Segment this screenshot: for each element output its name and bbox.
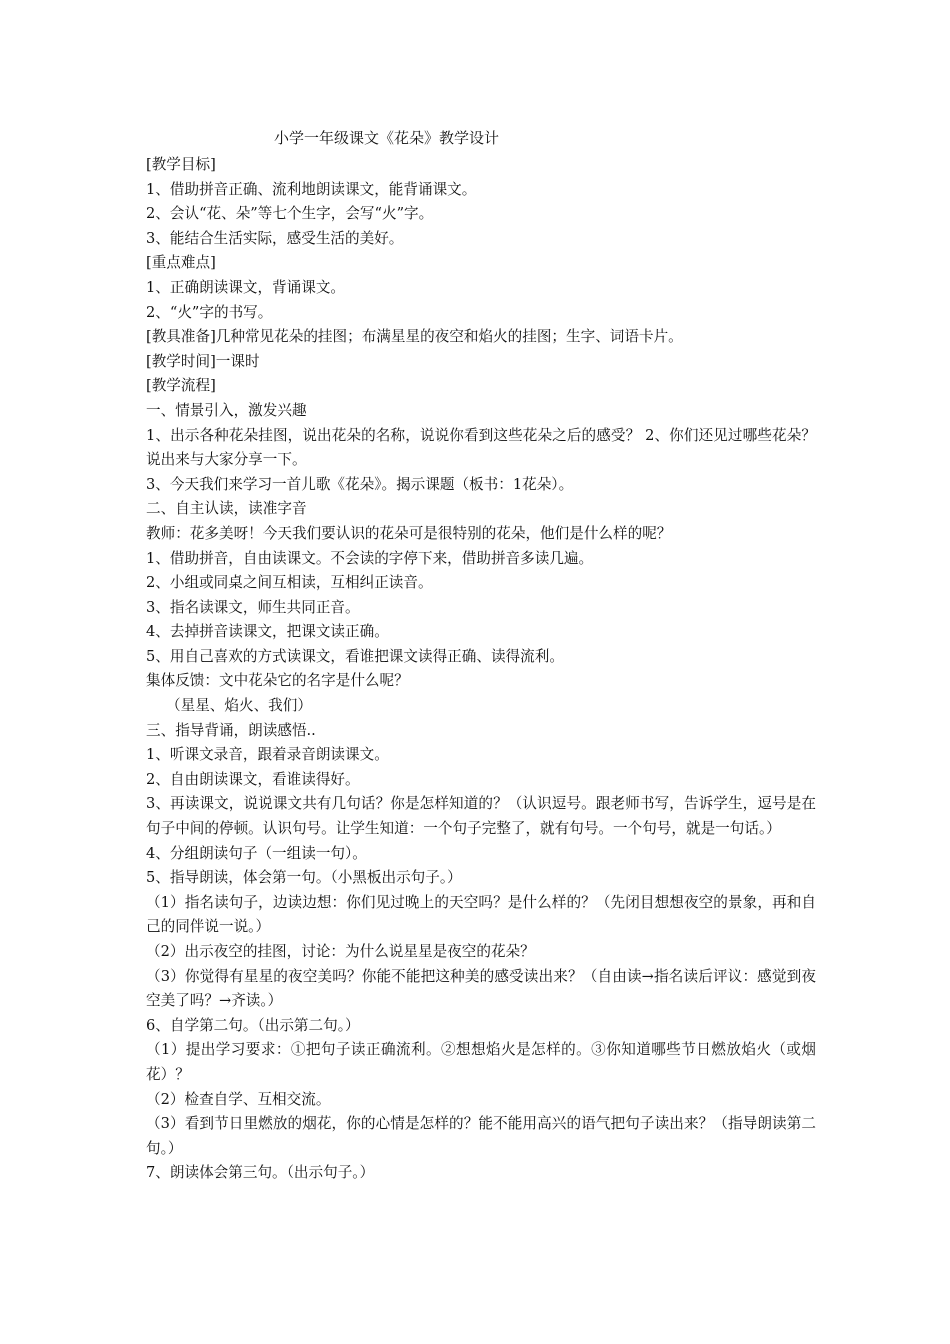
goal-item-2: 2、会认“花、朵”等七个生字，会写“火”字。: [146, 205, 434, 223]
paragraph: 3、今天我们来学习一首儿歌《花朵》。揭示课题（板书：1花朵）。: [146, 475, 574, 493]
list-item: 1、听课文录音，跟着录音朗读课文。: [146, 746, 389, 764]
heading-teaching-goals: [教学目标]: [146, 156, 216, 173]
goal-item-3: 3、能结合生活实际，感受生活的美好。: [146, 229, 404, 247]
list-item: 4、分组朗读句子（一组读一句）。: [146, 844, 367, 862]
sub-item: （3）你觉得有星星的夜空美吗？你能不能把这种美的感受读出来？（自由读→指名读后评议：感觉到夜空美了吗？→齐读。）: [146, 967, 816, 1010]
list-item: 4、去掉拼音读课文，把课文读正确。: [146, 623, 389, 641]
sub-item: （1）指名读句子，边读边想：你们见过晚上的天空吗？是什么样的？（先闭目想想夜空的景象，再和自己的同伴说一说。）: [146, 893, 816, 936]
teaching-time: [教学时间]一课时: [146, 352, 260, 370]
paragraph: 集体反馈：文中花朵它的名字是什么呢？: [146, 672, 409, 690]
key-point-1: 1、正确朗读课文，背诵课文。: [146, 278, 346, 296]
list-item: 5、指导朗读，体会第一句。（小黑板出示句子。）: [146, 869, 462, 887]
list-item: 6、自学第二句。（出示第二句。）: [146, 1016, 360, 1034]
list-item: 1、借助拼音，自由读课文。不会读的字停下来，借助拼音多读几遍。: [146, 549, 594, 567]
document-title: 小学一年级课文《花朵》教学设计: [274, 129, 500, 147]
key-point-2: 2、“火”字的书写。: [146, 303, 273, 321]
section-heading-2: 二、自主认读，读准字音: [146, 500, 307, 518]
paragraph: 1、出示各种花朵挂图，说出花朵的名称，说说你看到这些花朵之后的感受？ 2、你们还见过哪些花朵？说出来与大家分享一下。: [146, 426, 816, 469]
list-item: 2、小组或同桌之间互相读，互相纠正读音。: [146, 574, 433, 592]
paragraph: 教师：花多美呀！今天我们要认识的花朵可是很特别的花朵，他们是什么样的呢？: [146, 524, 672, 542]
list-item: 7、朗读体会第三句。（出示句子。）: [146, 1164, 375, 1182]
heading-teaching-process: [教学流程]: [146, 377, 216, 395]
list-item: 2、自由朗读课文，看谁读得好。: [146, 770, 360, 788]
heading-key-points: [重点难点]: [146, 254, 216, 272]
goal-item-1: 1、借助拼音正确、流利地朗读课文，能背诵课文。: [146, 180, 477, 198]
sub-item: （1）提出学习要求：①把句子读正确流利。②想想焰火是怎样的。③你知道哪些节日燃放焰火（或烟花）？: [146, 1041, 816, 1083]
sub-item: （3）看到节日里燃放的烟花，你的心情是怎样的？能不能用高兴的语气把句子读出来？（指导朗读第二句。）: [146, 1115, 816, 1157]
section-heading-1: 一、情景引入，激发兴趣: [146, 401, 307, 419]
sub-item: （2）检查自学、互相交流。: [146, 1090, 331, 1108]
teaching-materials: [教具准备]几种常见花朵的挂图；布满星星的夜空和焰火的挂图；生字、词语卡片。: [146, 328, 683, 346]
sub-item: （2）出示夜空的挂图，讨论：为什么说星星是夜空的花朵？: [146, 943, 535, 960]
document-page: [146, 126, 816, 1186]
list-item: 5、用自己喜欢的方式读课文，看谁把课文读得正确、读得流利。: [146, 647, 564, 665]
section-heading-3: 三、指导背诵，朗读感悟..: [146, 721, 316, 739]
paragraph: （星星、焰火、我们）: [166, 697, 312, 715]
list-item: 3、指名读课文，师生共同正音。: [146, 598, 360, 616]
list-item: 3、再读课文，说说课文共有几句话？你是怎样知道的？（认识逗号。跟老师书写，告诉学生，逗号是在句子中间的停顿。认识句号。让学生知道：一个句子完整了，就有句号。一个句号，就是一句话。）: [146, 795, 816, 838]
